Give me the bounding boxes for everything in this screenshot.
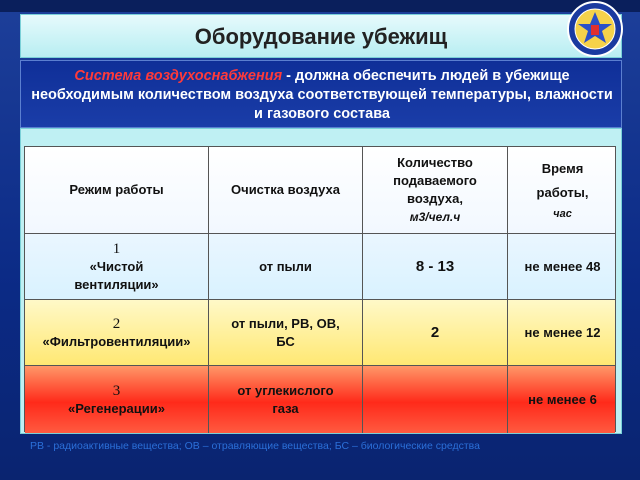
row1-time: не менее 48 xyxy=(524,258,601,274)
ventilation-table xyxy=(24,146,616,432)
row1-mode-label: «Чистой вентиляции» xyxy=(74,258,159,292)
row3-amount xyxy=(363,366,507,433)
row1-cleaning: от пыли xyxy=(259,258,312,274)
intro-panel xyxy=(20,60,622,128)
row1-number: 1 xyxy=(112,240,121,257)
row2-cleaning: от пыли, РВ, ОВ, БС xyxy=(231,315,340,349)
header-amount xyxy=(363,147,507,233)
row3-cleaning: от углекислого газа xyxy=(237,382,334,416)
intro-paragraph xyxy=(29,67,615,124)
row1-amount: 8 - 13 xyxy=(415,257,455,275)
row3-mode-label: «Регенерации» xyxy=(68,400,165,416)
row3-number: 3 xyxy=(112,382,121,399)
row3-mode xyxy=(25,366,208,433)
footnote: РВ - радиоактивные вещества; ОВ – отравляющие вещества; БС – биологические средства xyxy=(30,440,480,452)
row2-mode xyxy=(25,300,208,365)
row2-time: не менее 12 xyxy=(524,324,601,340)
top-strip xyxy=(0,0,640,12)
header-amount-label: Количество подаваемого воздуха, xyxy=(393,155,477,206)
header-time-label: Время работы, xyxy=(536,161,589,200)
row3-time: не менее 6 xyxy=(528,391,597,407)
slide-title: Оборудование убежищ xyxy=(194,24,448,49)
intro-term: Система воздухоснабжения xyxy=(74,68,283,84)
header-time xyxy=(508,147,617,233)
header-time-units: час xyxy=(553,208,572,220)
title-panel xyxy=(20,14,622,58)
header-mode: Режим работы xyxy=(69,182,164,197)
emercom-emblem-icon xyxy=(564,0,626,58)
row2-mode-label: «Фильтровентиляции» xyxy=(42,333,191,349)
row2-amount: 2 xyxy=(430,323,440,341)
row1-mode xyxy=(25,234,208,299)
header-amount-units: м3/чел.ч xyxy=(409,210,461,224)
header-cleaning: Очистка воздуха xyxy=(231,182,340,197)
intro-body: - должна обеспечить людей в убежище необходимым количеством воздуха соответствующей температуры, влажности и газового состава xyxy=(31,68,613,122)
row2-number: 2 xyxy=(112,315,121,332)
